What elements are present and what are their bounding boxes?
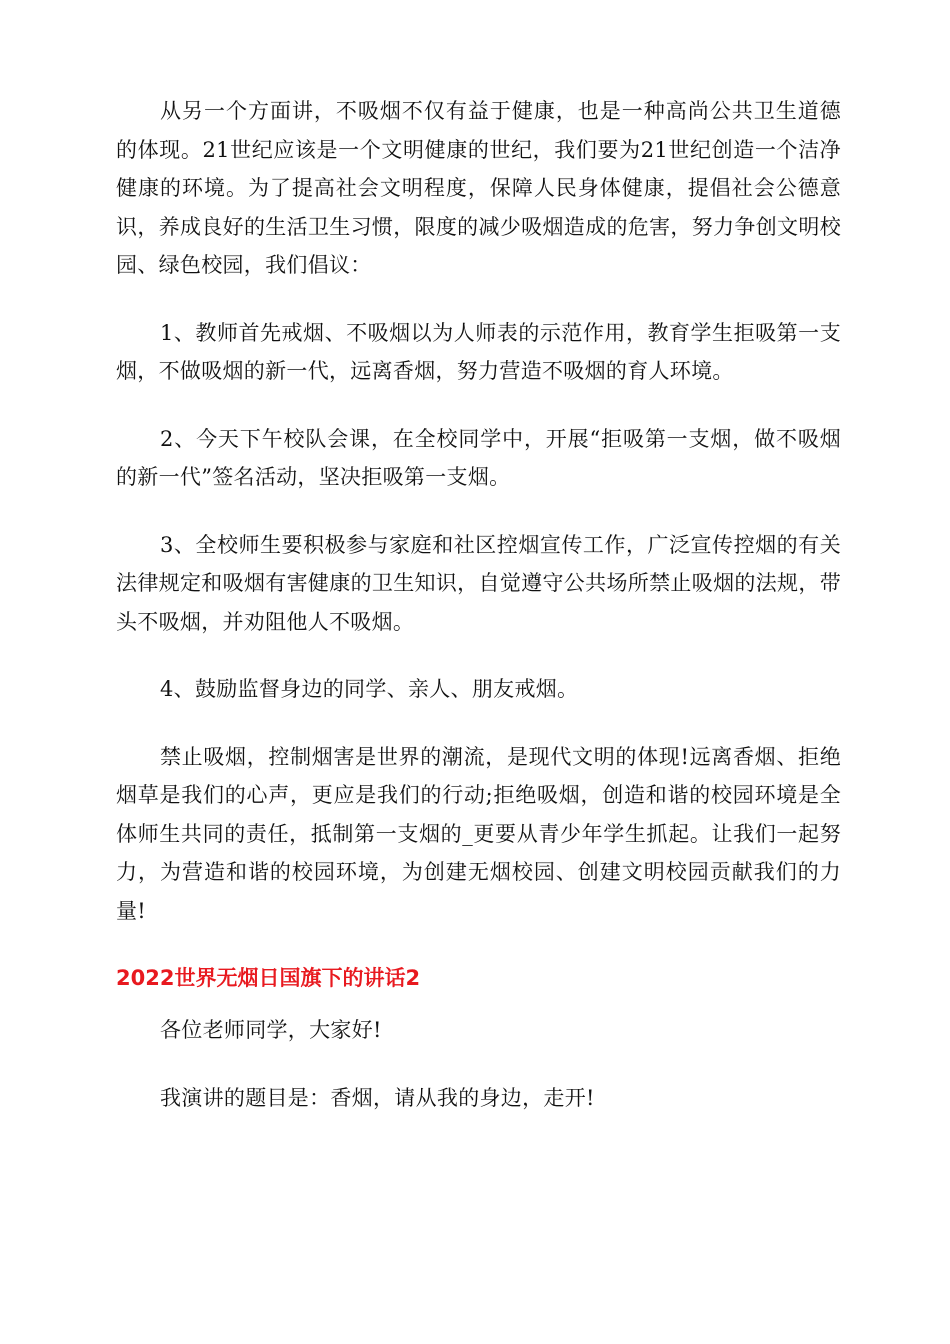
section-heading: 2022世界无烟日国旗下的讲话2 xyxy=(116,966,421,990)
document-body xyxy=(116,92,841,1146)
paragraph-item-2: 2、今天下午校队会课，在全校同学中，开展“拒吸第一支烟，做不吸烟的新一代”签名活动，坚决拒吸第一支烟。 xyxy=(116,426,841,489)
paragraph-item-4: 4、鼓励监督身边的同学、亲人、朋友戒烟。 xyxy=(160,677,579,701)
paragraph-conclusion: 禁止吸烟，控制烟害是世界的潮流，是现代文明的体现!远离香烟、拒绝烟草是我们的心声，更应是我们的行动;拒绝吸烟，创造和谐的校园环境是全体师生共同的责任，抵制第一支烟的_更要从青少年学生抓起。让我们一起努力，为营造和谐的校园环境，为创建无烟校园、创建文明校园贡献我们的力量! xyxy=(116,744,841,923)
paragraph-greeting: 各位老师同学，大家好! xyxy=(160,1018,382,1042)
paragraph-item-1: 1、教师首先戒烟、不吸烟以为人师表的示范作用，教育学生拒吸第一支烟，不做吸烟的新一代，远离香烟，努力营造不吸烟的育人环境。 xyxy=(116,320,841,383)
paragraph-item-3: 3、全校师生要积极参与家庭和社区控烟宣传工作，广泛宣传控烟的有关法律规定和吸烟有害健康的卫生知识，自觉遵守公共场所禁止吸烟的法规，带头不吸烟，并劝阻他人不吸烟。 xyxy=(116,532,841,634)
paragraph-intro: 从另一个方面讲，不吸烟不仅有益于健康，也是一种高尚公共卫生道德的体现。21世纪应该是一个文明健康的世纪，我们要为21世纪创造一个洁净健康的环境。为了提高社会文明程度，保障人民身体健康，提倡社会公德意识，养成良好的生活卫生习惯，限度的减少吸烟造成的危害，努力争创文明校园、绿色校园，我们倡议： xyxy=(116,99,841,277)
paragraph-topic: 我演讲的题目是：香烟，请从我的身边，走开! xyxy=(160,1085,595,1110)
